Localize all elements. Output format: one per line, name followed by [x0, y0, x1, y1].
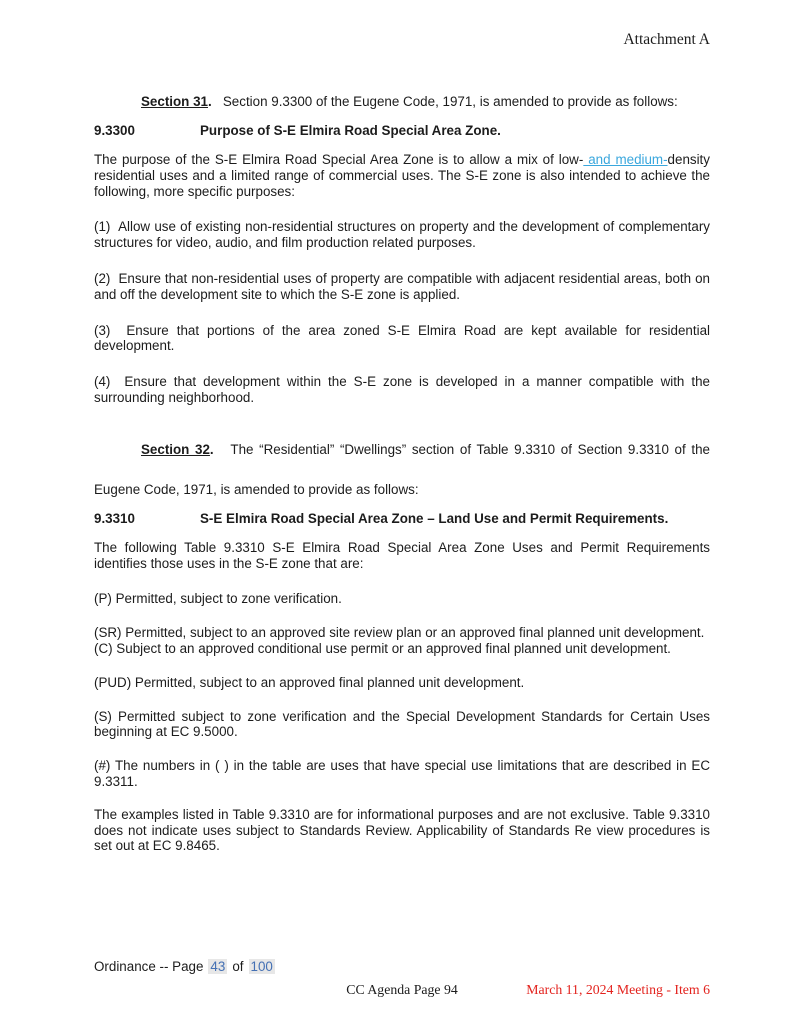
- legend-special-standards: (S) Permitted subject to zone verification and the Special Development Standards for Certain Uses beginning at EC 9.5000.: [94, 708, 714, 740]
- purpose-item-3: (3) Ensure that portions of the area zoned S-E Elmira Road are kept available for residential development.: [94, 322, 714, 354]
- heading-9-3300-title: Purpose of S-E Elmira Road Special Area Zone.: [200, 123, 501, 138]
- heading-9-3300: [94, 122, 710, 139]
- page-total-field: 100: [250, 959, 273, 974]
- section-32-period: .: [209, 441, 214, 457]
- table-intro-paragraph: The following Table 9.3310 S-E Elmira Road Special Area Zone Uses and Permit Requirements identifies those uses in the S-E zone that are:: [94, 539, 714, 571]
- footer-bottom-row: [94, 982, 710, 998]
- agenda-page-label: CC Agenda Page 94: [346, 982, 458, 997]
- meeting-item-note: March 11, 2024 Meeting - Item 6: [526, 982, 710, 997]
- section-31-paragraph: [94, 82, 710, 122]
- purpose-item-2: (2) Ensure that non-residential uses of property are compatible with adjacent residential areas, both on and off the development site to which the S-E zone is applied.: [94, 270, 714, 302]
- attachment-label: Attachment A: [623, 31, 710, 48]
- purpose-inserted-text: and medium-: [583, 152, 668, 167]
- purpose-item-1: (1) Allow use of existing non-residential structures on property and the development of complementary structures for video, audio, and film production related purposes.: [94, 219, 714, 251]
- legend-site-review: (SR) Permitted, subject to an approved site review plan or an approved final planned unit development.: [94, 625, 705, 641]
- section-31-label: Section 31: [141, 94, 208, 109]
- legend-pud: (PUD) Permitted, subject to an approved final planned unit development.: [94, 674, 525, 690]
- page-number-field: 43: [210, 959, 226, 974]
- of-label: of: [232, 959, 244, 974]
- purpose-text-before: The purpose of the S-E Elmira Road Special Area Zone is to allow a mix of low-: [94, 152, 584, 167]
- ordinance-prefix: Ordinance -- Page: [94, 959, 204, 974]
- section-32-paragraph: [94, 430, 714, 510]
- purpose-item-4: (4) Ensure that development within the S-E zone is developed in a manner compatible with the surrounding neighborhood.: [94, 374, 714, 405]
- page-footer: [94, 958, 710, 998]
- purpose-text-after: density residential uses and a limited range of commercial uses. The S-E zone is also intended to achieve the following, more specific purposes:: [94, 152, 714, 199]
- ordinance-page-line: [94, 958, 710, 975]
- legend-conditional: (C) Subject to an approved conditional use permit or an approved final planned unit development.: [94, 640, 671, 656]
- heading-9-3310-number: 9.3310: [94, 510, 135, 526]
- section-32-text: The “Residential” “Dwellings” section of Table 9.3310 of Section 9.3310 of the Eugene Code, 1971, is amended to provide as follows:: [94, 441, 714, 497]
- heading-9-3310-title: S-E Elmira Road Special Area Zone – Land Use and Permit Requirements.: [200, 510, 669, 526]
- purpose-paragraph: [94, 152, 714, 199]
- heading-9-3310: [94, 510, 710, 527]
- section-32-label: Section 32: [141, 441, 210, 457]
- examples-note-paragraph: The examples listed in Table 9.3310 are for informational purposes and are not exclusive. Table 9.3310 does not indicate uses subject to Standards Review. Applicability of Standards Re view procedures is set out at EC 9.8465.: [94, 806, 714, 854]
- section-31-period: .: [207, 94, 212, 109]
- legend-special-use-numbers: (#) The numbers in ( ) in the table are uses that have special use limitations that are described in EC 9.3311.: [94, 758, 714, 789]
- heading-9-3300-number: 9.3300: [94, 123, 135, 138]
- section-31-text: Section 9.3300 of the Eugene Code, 1971, is amended to provide as follows:: [211, 94, 678, 109]
- legend-permitted: (P) Permitted, subject to zone verification.: [94, 591, 342, 607]
